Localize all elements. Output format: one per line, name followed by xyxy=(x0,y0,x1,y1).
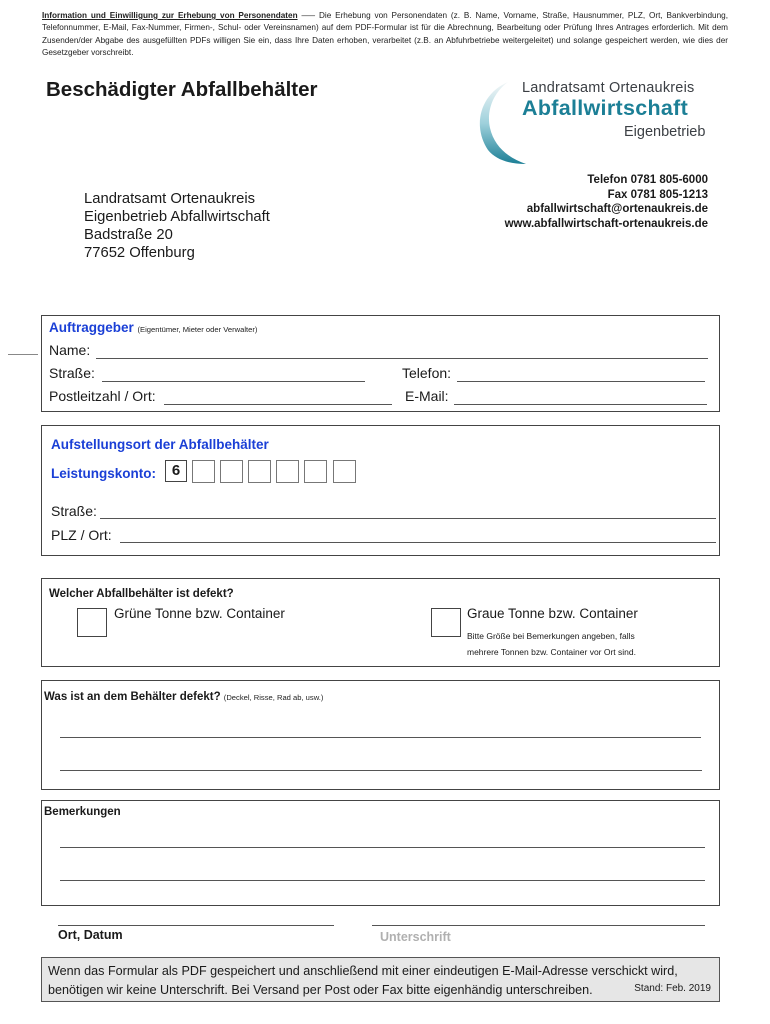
address-line-2: Eigenbetrieb Abfallwirtschaft xyxy=(84,209,270,225)
privacy-notice xyxy=(42,10,728,59)
logo-line-1: Landratsamt Ortenaukreis xyxy=(522,80,695,96)
account-digit-field[interactable] xyxy=(248,460,271,483)
location-postcode-field[interactable] xyxy=(120,542,716,543)
footer-text: Wenn das Formular als PDF gespeichert und anschließend mit einer eindeutigen E-Mail-Adresse verschickt wird, benötigen wir keine Unterschrift. Bei Versand per Post oder Fax bitte eigenhändig unterschreiben. xyxy=(48,964,678,997)
address-line-1: Landratsamt Ortenaukreis xyxy=(84,191,256,207)
contact-fax: Fax 0781 805-1213 xyxy=(607,188,708,201)
damage-note: (Deckel, Risse, Rad ab, usw.) xyxy=(223,693,324,702)
damage-section xyxy=(41,680,720,790)
grey-bin-note-2: mehrere Tonnen bzw. Container vor Ort sind. xyxy=(467,647,636,657)
page-title: Beschädigter Abfallbehälter xyxy=(46,78,318,101)
client-street-label: Straße: xyxy=(49,365,95,381)
client-note: (Eigentümer, Mieter oder Verwalter) xyxy=(137,325,258,334)
client-postcode-label: Postleitzahl / Ort: xyxy=(49,388,156,404)
client-email-field[interactable] xyxy=(454,404,707,405)
address-line-4: 77652 Offenburg xyxy=(84,245,195,261)
logo-swoosh-icon xyxy=(468,80,528,166)
grey-bin-note-1: Bitte Größe bei Bemerkungen angeben, falls xyxy=(467,631,635,641)
damage-line-1[interactable] xyxy=(60,737,701,738)
account-digit-field[interactable] xyxy=(333,460,356,483)
location-postcode-label: PLZ / Ort: xyxy=(51,527,112,543)
margin-mark xyxy=(8,354,38,355)
contact-web: www.abfallwirtschaft-ortenaukreis.de xyxy=(504,217,708,230)
damage-heading: Was ist an dem Behälter defekt? xyxy=(44,691,221,703)
place-date-label: Ort, Datum xyxy=(58,928,123,942)
contact-phone: Telefon 0781 805-6000 xyxy=(587,174,708,186)
account-digit-field[interactable] xyxy=(276,460,299,483)
footer-date: Stand: Feb. 2019 xyxy=(634,983,711,994)
logo-line-2: Abfallwirtschaft xyxy=(522,96,689,120)
signature-label: Unterschrift xyxy=(380,930,451,944)
contact-email: abfallwirtschaft@ortenaukreis.de xyxy=(526,203,708,215)
location-section xyxy=(41,425,720,556)
client-name-label: Name: xyxy=(49,342,91,358)
footer-notice xyxy=(41,957,720,1002)
account-digit-field[interactable] xyxy=(192,460,215,483)
remarks-heading: Bemerkungen xyxy=(44,806,121,818)
account-digit-prefix: 6 xyxy=(165,460,187,482)
defective-section xyxy=(41,578,720,667)
account-digit-field[interactable] xyxy=(304,460,327,483)
location-heading: Aufstellungsort der Abfallbehälter xyxy=(51,437,269,452)
client-phone-field[interactable] xyxy=(457,381,705,382)
privacy-dash: ––– xyxy=(301,11,316,20)
client-section xyxy=(41,315,720,412)
green-bin-label: Grüne Tonne bzw. Container xyxy=(114,606,285,621)
account-digit-field[interactable] xyxy=(220,460,243,483)
recipient-address xyxy=(84,190,270,262)
damage-line-2[interactable] xyxy=(60,770,702,771)
signature-field[interactable] xyxy=(372,925,705,926)
contact-info xyxy=(505,173,708,231)
client-postcode-field[interactable] xyxy=(164,404,392,405)
account-label: Leistungskonto: xyxy=(51,466,156,481)
privacy-text: Die Erhebung von Personendaten (z. B. Name, Vorname, Straße, Hausnummer, PLZ, Ort, Bankverbindung, Telefonnummer, E-Mail, Fax-Nummer, Firmen-, Schul- oder Vereinsnamen) auf dem PDF-Formular ist für die Abrechnung, Bearbeitung oder Prüfung Ihres Antrages erforderlich. Mit dem Zusenden/der Abgabe des ausgefüllten PDFs willigen Sie ein, dass Ihre Daten erhoben, verarbeitet (z.B. an Abfuhrbetriebe weitergeleitet) und solange gespeichert werden, wie dies der Gesetzgeber vorschreibt. xyxy=(42,11,728,57)
defective-heading: Welcher Abfallbehälter ist defekt? xyxy=(49,588,234,600)
privacy-heading: Information und Einwilligung zur Erhebung von Personendaten xyxy=(42,11,298,20)
address-line-3: Badstraße 20 xyxy=(84,227,173,243)
green-bin-checkbox[interactable] xyxy=(77,608,107,637)
location-street-field[interactable] xyxy=(100,518,716,519)
location-street-label: Straße: xyxy=(51,503,97,519)
place-date-field[interactable] xyxy=(58,925,334,926)
client-name-field[interactable] xyxy=(96,358,708,359)
remarks-line-1[interactable] xyxy=(60,847,705,848)
remarks-line-2[interactable] xyxy=(60,880,705,881)
client-email-label: E-Mail: xyxy=(405,388,449,404)
remarks-section xyxy=(41,800,720,906)
logo-line-3: Eigenbetrieb xyxy=(624,124,706,140)
client-street-field[interactable] xyxy=(102,381,365,382)
grey-bin-label: Graue Tonne bzw. Container xyxy=(467,606,638,621)
client-heading: Auftraggeber xyxy=(49,320,134,335)
client-phone-label: Telefon: xyxy=(402,365,452,381)
grey-bin-checkbox[interactable] xyxy=(431,608,461,637)
